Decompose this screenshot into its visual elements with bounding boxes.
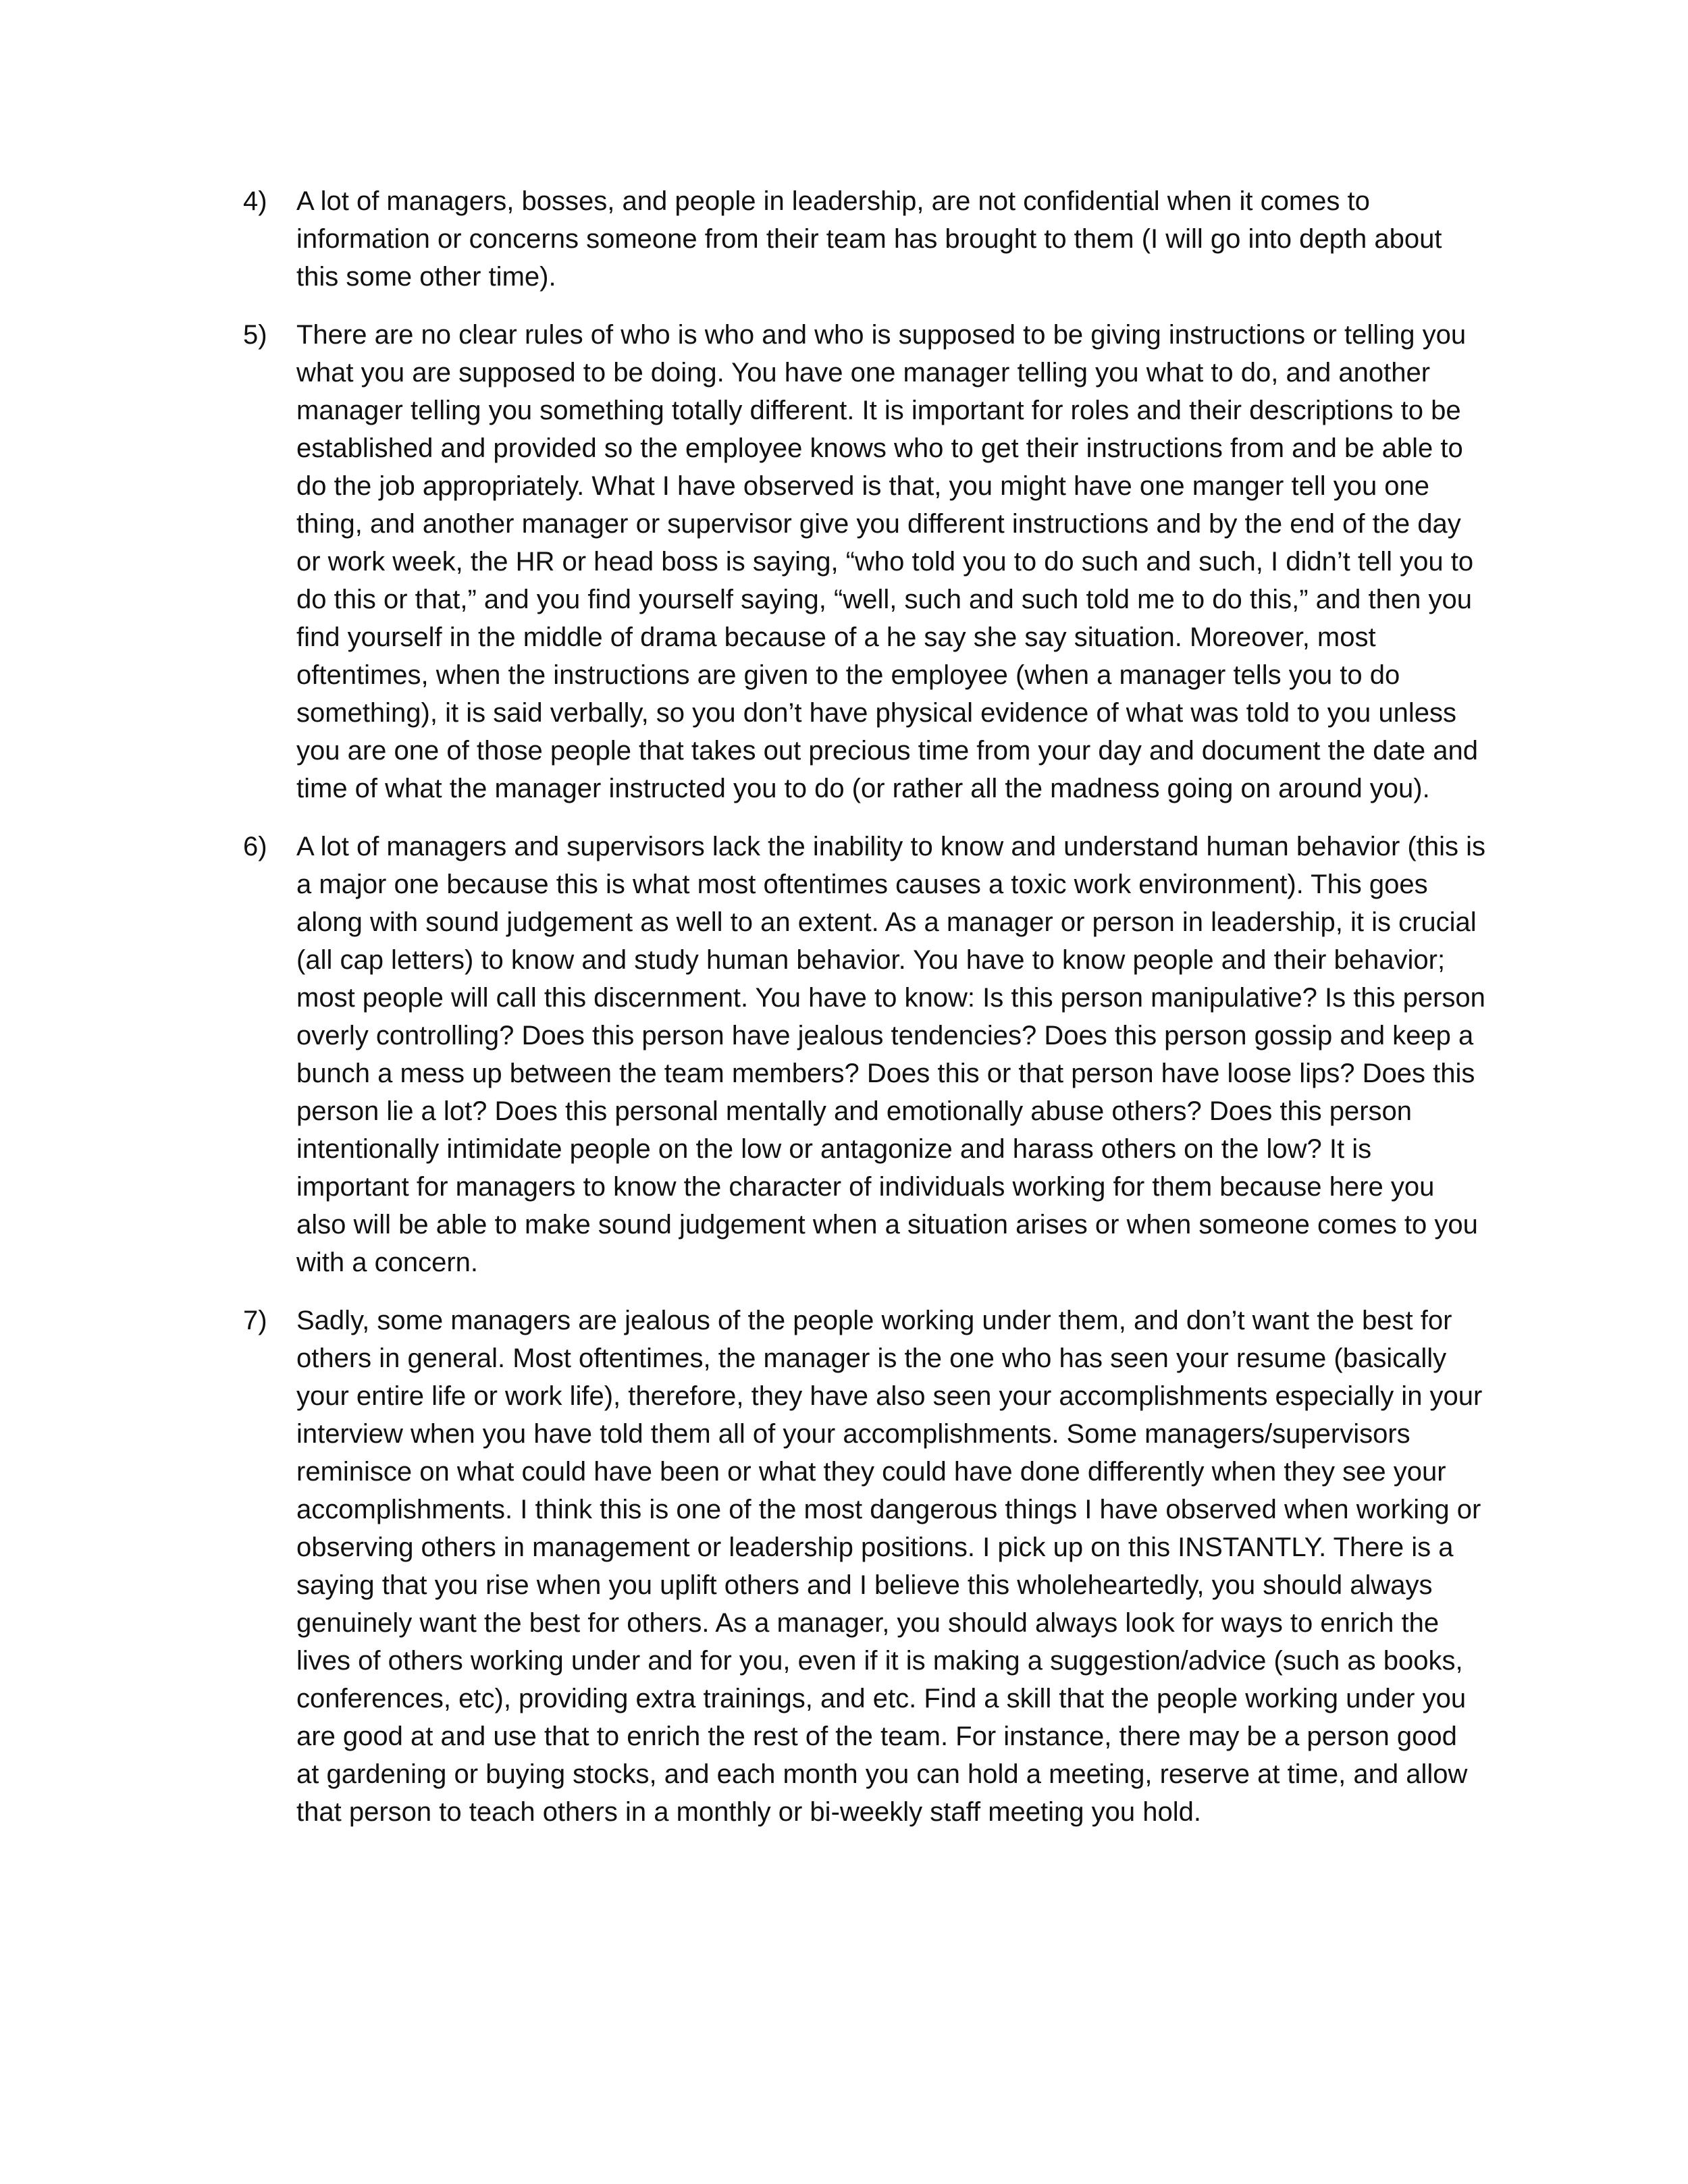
list-item-7: [243, 1302, 1485, 1831]
list-item-text: Sadly, some managers are jealous of the people working under them, and don’t want the best for others in general. Most oftentimes, the manager is the one who has seen your resume (basically your entire life or work life), therefore, they have also seen your accomplishments especially in your interview when you have told them all of your accomplishments. Some managers/supervisors reminisce on what could have been or what they could have done differently when they see your accomplishments. I think this is one of the most dangerous things I have observed when working or observing others in management or leadership positions. I pick up on this INSTANTLY. There is a saying that you rise when you uplift others and I believe this wholeheartedly, you should always genuinely want the best for others. As a manager, you should always look for ways to enrich the lives of others working under and for you, even if it is making a suggestion/advice (such as books, conferences, etc), providing extra trainings, and etc. Find a skill that the people working under you are good at and use that to enrich the rest of the team. For instance, there may be a person good at gardening or buying stocks, and each month you can hold a meeting, reserve at time, and allow that person to teach others in a monthly or bi-weekly staff meeting you hold.: [296, 1306, 1483, 1827]
list-item-text: A lot of managers and supervisors lack the inability to know and understand human behavior (this is a major one because this is what most oftentimes causes a toxic work environment). This goes along with sound judgement as well to an extent. As a manager or person in leadership, it is crucial (all cap letters) to know and study human behavior. You have to know people and their behavior; most people will call this discernment. You have to know: Is this person manipulative? Is this person overly controlling? Does this person have jealous tendencies? Does this person gossip and keep a bunch a mess up between the team members? Does this or that person have loose lips? Does this person lie a lot? Does this personal mentally and emotionally abuse others? Does this person intentionally intimidate people on the low or antagonize and harass others on the low? It is important for managers to know the character of individuals working for them because here you also will be able to make sound judgement when a situation arises or when someone comes to you with a concern.: [296, 832, 1485, 1277]
list-item-number: 6): [243, 832, 267, 861]
list-item-4: [243, 182, 1485, 296]
list-item-number: 4): [243, 186, 267, 216]
numbered-list: [243, 182, 1485, 1851]
list-item-number: 7): [243, 1306, 267, 1335]
list-item-number: 5): [243, 320, 267, 350]
list-item-text: There are no clear rules of who is who and who is supposed to be giving instructions or telling you what you are supposed to be doing. You have one manager telling you what to do, and another manager telling you something totally different. It is important for roles and their descriptions to be established and provided so the employee knows who to get their instructions from and be able to do the job appropriately. What I have observed is that, you might have one manger tell you one thing, and another manager or supervisor give you different instructions and by the end of the day or work week, the HR or head boss is saying, “who told you to do such and such, I didn’t tell you to do this or that,” and you find yourself saying, “well, such and such told me to do this,” and then you find yourself in the middle of drama because of a he say she say situation. Moreover, most oftentimes, when the instructions are given to the employee (when a manager tells you to do something), it is said verbally, so you don’t have physical evidence of what was told to you unless you are one of those people that takes out precious time from your day and document the date and time of what the manager instructed you to do (or rather all the madness going on around you).: [296, 320, 1478, 803]
list-item-5: [243, 316, 1485, 807]
list-item-6: [243, 828, 1485, 1281]
list-item-text: A lot of managers, bosses, and people in leadership, are not confidential when it comes to information or concerns someone from their team has brought to them (I will go into depth about this some other time).: [296, 186, 1442, 292]
